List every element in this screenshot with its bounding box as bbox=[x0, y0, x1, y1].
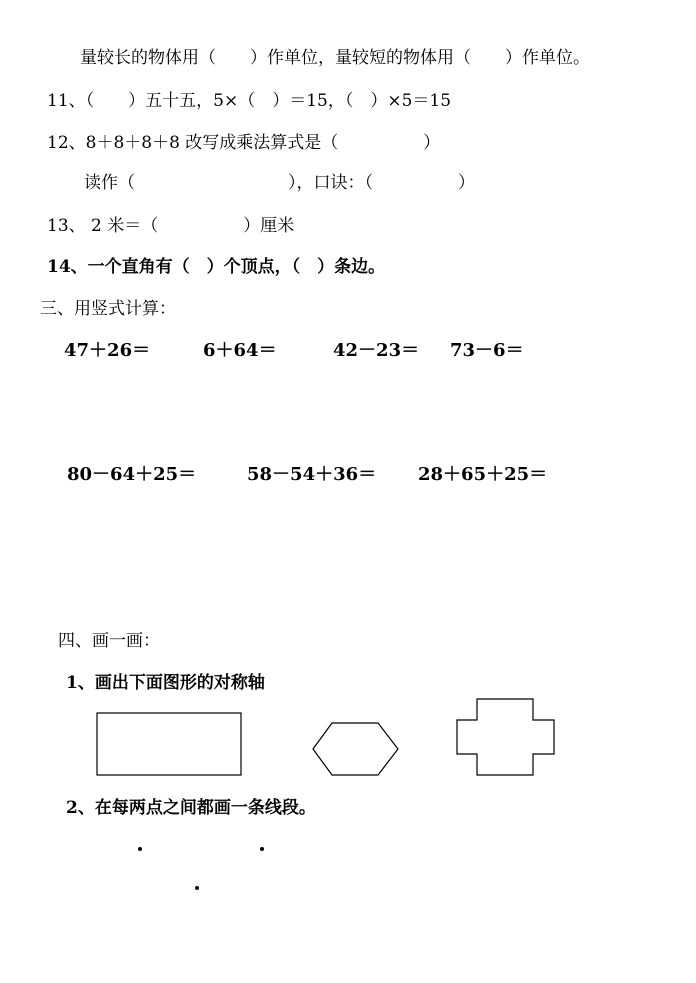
calc-item: 28＋65＋25＝ bbox=[418, 464, 548, 485]
section-3-title: 三、用竖式计算： bbox=[40, 299, 176, 319]
rectangle-shape bbox=[96, 712, 244, 778]
cross-shape bbox=[456, 698, 556, 778]
calc-item: 6＋64＝ bbox=[203, 340, 277, 361]
calc-item: 80－64＋25＝ bbox=[67, 464, 197, 485]
point-dot bbox=[260, 847, 264, 851]
calc-item: 73－6＝ bbox=[450, 340, 524, 361]
calc-item: 47＋26＝ bbox=[64, 340, 151, 361]
point-dot bbox=[195, 886, 199, 890]
draw-task-2: 2、在每两点之间都画一条线段。 bbox=[66, 798, 316, 818]
question-14: 14、一个直角有（ ）个顶点，（ ）条边。 bbox=[47, 257, 386, 277]
draw-task-1: 1、画出下面图形的对称轴 bbox=[66, 673, 265, 693]
hexagon-shape bbox=[312, 722, 400, 778]
question-11: 11、（ ）五十五，5×（ ）＝15，（ ）×5＝15 bbox=[47, 91, 452, 111]
question-12-b: 读作（ ），口诀：（ ） bbox=[84, 173, 475, 193]
question-10-continuation: 量较长的物体用（ ）作单位，量较短的物体用（ ）作单位。 bbox=[80, 48, 590, 68]
point-dot bbox=[138, 847, 142, 851]
calc-item: 58－54＋36＝ bbox=[247, 464, 377, 485]
question-13: 13、 2 米＝（ ）厘米 bbox=[47, 216, 295, 236]
calc-item: 42－23＝ bbox=[333, 340, 420, 361]
section-4-title: 四、画一画： bbox=[58, 631, 160, 651]
question-12-a: 12、8＋8＋8＋8 改写成乘法算式是（ ） bbox=[47, 133, 441, 153]
